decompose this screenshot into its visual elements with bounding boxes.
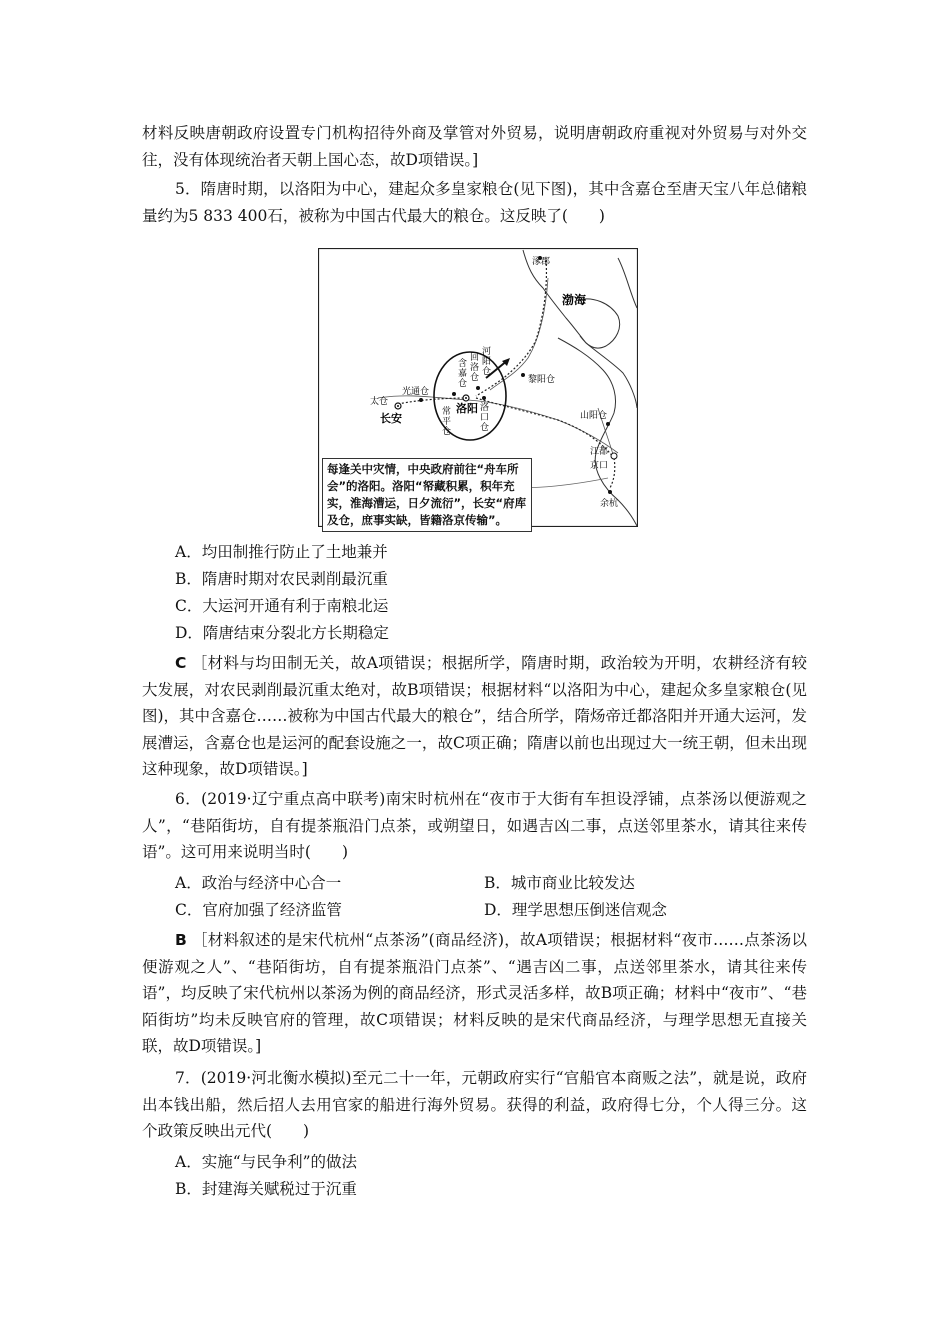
q6-option-a[interactable]: A．政治与经济中心合一	[175, 874, 342, 892]
q5-option-b[interactable]: B．隋唐时期对农民剥削最沉重	[175, 570, 388, 588]
question-6-stem: 6．(2019·辽宁重点高中联考)南宋时杭州在“夜市于大街有车担设浮铺，点茶汤以便游观之人”，“巷陌街坊，自有提茶瓶沿门点茶，或朔望日，如遇吉凶二事，点送邻里茶水，请其往来传语”。这可用来说明当时( )	[142, 790, 807, 861]
label-guangtongcang: 光通仓	[402, 387, 430, 397]
label-changpingcang: 常平仓	[442, 407, 452, 437]
label-hanjiacang: 含嘉仓	[458, 359, 468, 389]
label-yuhang: 余杭	[600, 499, 619, 509]
map-caption: 每逢关中灾情，中央政府前往“舟车所会”的洛阳。洛阳“帑藏积累，积年充实，淮海漕运，日夕流衍”，长安“府库及仓，庶事实缺，皆籍洛京传输”。	[322, 458, 532, 532]
liyangcang-marker	[521, 373, 525, 377]
label-luokoucang: 洛口仓	[480, 403, 490, 433]
q7-option-b[interactable]: B．封建海关赋税过于沉重	[175, 1180, 357, 1198]
continuation-paragraph: 材料反映唐朝政府设置专门机构招待外商及掌管对外贸易，说明唐朝政府重视对外贸易与对外交往，没有体现统治者天朝上国心态，故D项错误。]	[142, 124, 807, 169]
label-huiluocang: 回洛仓	[470, 353, 480, 383]
label-shanyangcang: 山阳仓	[580, 411, 608, 421]
guangtongcang-marker	[419, 398, 423, 402]
question-7-stem: 7．(2019·河北衡水模拟)至元二十一年，元朝政府实行“官船官本商贩之法”，就是说，政府出本钱出船，然后招人去用官家的船进行海外贸易。获得的利益，政府得七分，个人得三分。这个政策反映出元代( )	[142, 1069, 807, 1140]
q5-option-d[interactable]: D．隋唐结束分裂北方长期稳定	[175, 624, 389, 642]
q6-option-c[interactable]: C．官府加强了经济监管	[175, 901, 342, 919]
label-jingkou: 京口	[590, 461, 609, 471]
q5-explanation	[142, 650, 807, 783]
q6-explanation-text: ［材料叙述的是宋代杭州“点茶汤”(商品经济)，故A项错误；根据材料“夜市……点茶汤以便游观之人”、“巷陌街坊，自有提茶瓶沿门点茶”、“遇吉凶二事，点送邻里茶水，请其往来传语”，均反映了宋代杭州以茶汤为例的商品经济，形式灵活多样，故B项正确；材料中“夜市”、“巷陌街坊”均未反映官府的管理，故C项错误；材料反映的是宋代商品经济，与理学思想无直接关联，故D项错误。]	[142, 931, 807, 1055]
q7-option-a[interactable]: A．实施“与民争利”的做法	[175, 1153, 358, 1171]
q5-option-c[interactable]: C．大运河开通有利于南粮北运	[175, 597, 389, 615]
question-5-stem: 5．隋唐时期，以洛阳为中心，建起众多皇家粮仓(见下图)，其中含嘉仓至唐天宝八年总储粮量约为5 833 400石，被称为中国古代最大的粮仓。这反映了( )	[142, 180, 807, 225]
label-liyangcang: 黎阳仓	[528, 375, 556, 385]
q5-answer: C	[175, 654, 187, 672]
label-bohai: 渤海	[562, 293, 587, 307]
label-changan: 长安	[380, 412, 402, 425]
label-taicang: 太仓	[370, 397, 389, 407]
shanyangcang-marker	[606, 422, 610, 426]
q6-answer: B	[175, 931, 187, 949]
q6-option-b[interactable]: B．城市商业比较发达	[484, 874, 635, 892]
label-jiangdu: 江都	[590, 447, 609, 457]
q6-explanation	[142, 927, 807, 1060]
q5-explanation-text: ［材料与均田制无关，故A项错误；根据所学，隋唐时期，政治较为开明，农耕经济有较大发展，对农民剥削最沉重太绝对，故B项错误；根据材料“以洛阳为中心，建起众多皇家粮仓(见图)，其中含嘉仓……被称为中国古代最大的粮仓”，结合所学，隋炀帝迁都洛阳并开通大运河，发展漕运，含嘉仓也是运河的配套设施之一，故C项正确；隋唐以前也出现过大一统王朝，但未出现这种现象，故D项错误。]	[142, 654, 807, 778]
q6-option-d[interactable]: D．理学思想压倒迷信观念	[484, 901, 667, 919]
label-luoyang: 洛阳	[456, 402, 478, 415]
label-heyangcang: 河阳仓	[482, 347, 492, 377]
q5-option-a[interactable]: A．均田制推行防止了土地兼并	[175, 543, 388, 561]
label-zhuojun: 涿郡	[532, 257, 551, 267]
